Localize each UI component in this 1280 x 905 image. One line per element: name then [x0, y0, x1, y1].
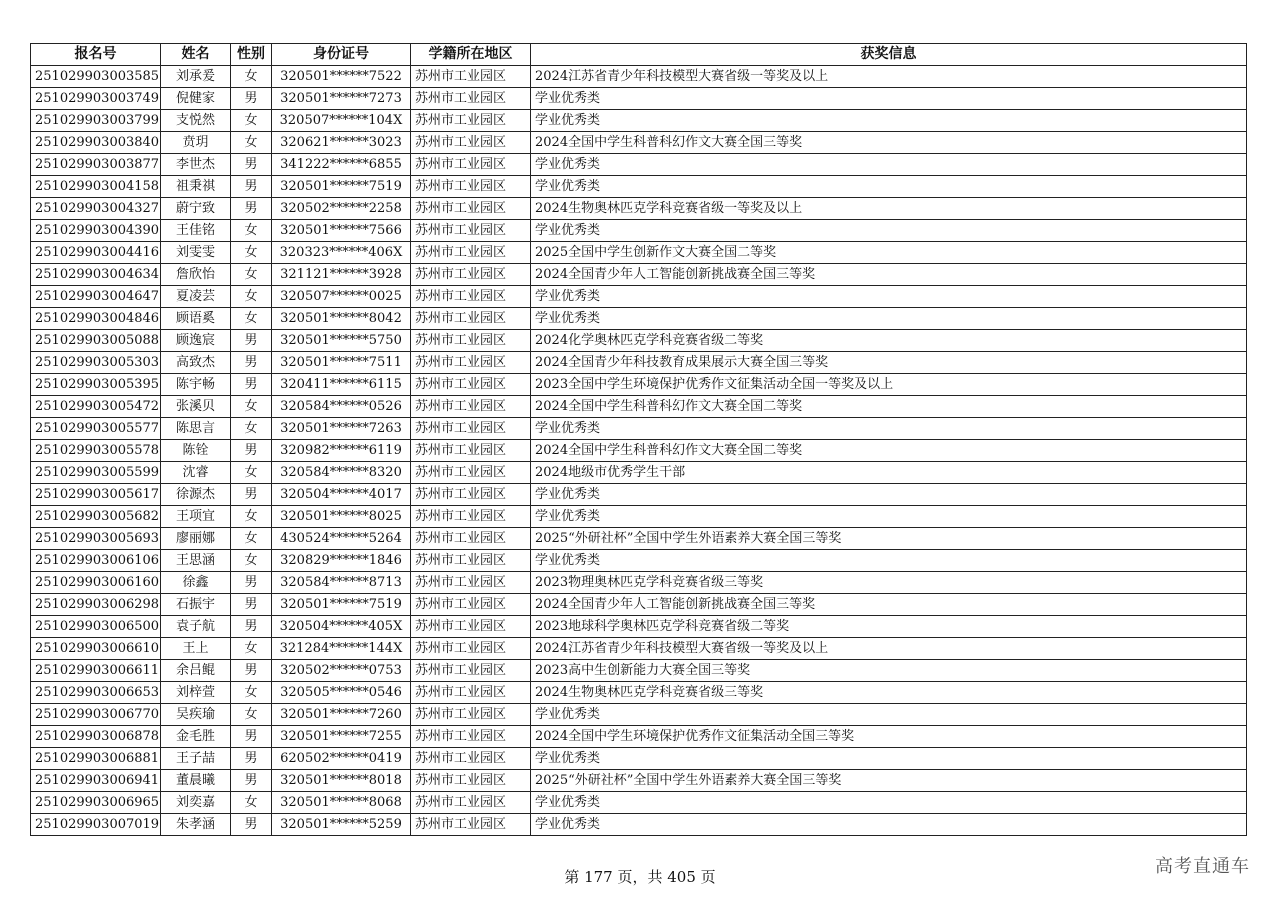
table-row: [31, 198, 1247, 220]
cell-region: 苏州市工业园区: [411, 616, 531, 638]
cell-award: 2024全国青少年科技教育成果展示大赛全国三等奖: [531, 352, 1247, 374]
cell-id: 251029903005617: [31, 484, 161, 506]
cell-name: 徐源杰: [161, 484, 231, 506]
cell-idcard: 320504******4017: [272, 484, 411, 506]
cell-region: 苏州市工业园区: [411, 462, 531, 484]
header-award: 获奖信息: [531, 44, 1247, 66]
cell-gender: 男: [231, 726, 272, 748]
cell-region: 苏州市工业园区: [411, 110, 531, 132]
cell-award: 学业优秀类: [531, 88, 1247, 110]
cell-gender: 女: [231, 396, 272, 418]
cell-idcard: 320504******405X: [272, 616, 411, 638]
cell-gender: 男: [231, 88, 272, 110]
cell-id: 251029903006941: [31, 770, 161, 792]
cell-idcard: 320501******5750: [272, 330, 411, 352]
cell-idcard: 320411******6115: [272, 374, 411, 396]
table-row: [31, 110, 1247, 132]
cell-name: 刘承爰: [161, 66, 231, 88]
cell-name: 廖丽娜: [161, 528, 231, 550]
cell-idcard: 320584******0526: [272, 396, 411, 418]
cell-gender: 男: [231, 440, 272, 462]
cell-award: 2023全国中学生环境保护优秀作文征集活动全国一等奖及以上: [531, 374, 1247, 396]
cell-region: 苏州市工业园区: [411, 418, 531, 440]
cell-region: 苏州市工业园区: [411, 220, 531, 242]
cell-region: 苏州市工业园区: [411, 286, 531, 308]
cell-name: 沈睿: [161, 462, 231, 484]
cell-gender: 男: [231, 572, 272, 594]
cell-gender: 女: [231, 462, 272, 484]
cell-gender: 男: [231, 176, 272, 198]
cell-idcard: 320621******3023: [272, 132, 411, 154]
cell-region: 苏州市工业园区: [411, 594, 531, 616]
cell-id: 251029903005088: [31, 330, 161, 352]
cell-gender: 女: [231, 264, 272, 286]
table-row: [31, 242, 1247, 264]
table-row: [31, 594, 1247, 616]
cell-idcard: 320502******0753: [272, 660, 411, 682]
table-row: [31, 462, 1247, 484]
cell-gender: 女: [231, 418, 272, 440]
cell-id: 251029903006298: [31, 594, 161, 616]
cell-id: 251029903004416: [31, 242, 161, 264]
cell-region: 苏州市工业园区: [411, 748, 531, 770]
cell-id: 251029903003799: [31, 110, 161, 132]
table-row: [31, 286, 1247, 308]
header-name: 姓名: [161, 44, 231, 66]
cell-region: 苏州市工业园区: [411, 374, 531, 396]
cell-idcard: 320323******406X: [272, 242, 411, 264]
cell-gender: 女: [231, 704, 272, 726]
cell-id: 251029903006653: [31, 682, 161, 704]
header-region: 学籍所在地区: [411, 44, 531, 66]
cell-id: 251029903006611: [31, 660, 161, 682]
cell-name: 刘梓萱: [161, 682, 231, 704]
cell-id: 251029903007019: [31, 814, 161, 836]
cell-id: 251029903005303: [31, 352, 161, 374]
cell-gender: 男: [231, 660, 272, 682]
cell-region: 苏州市工业园区: [411, 528, 531, 550]
cell-award: 2025“外研社杯”全国中学生外语素养大赛全国三等奖: [531, 528, 1247, 550]
cell-id: 251029903006770: [31, 704, 161, 726]
cell-name: 王佳铭: [161, 220, 231, 242]
cell-gender: 男: [231, 814, 272, 836]
cell-award: 2024全国青少年人工智能创新挑战赛全国三等奖: [531, 264, 1247, 286]
cell-idcard: 620502******0419: [272, 748, 411, 770]
cell-gender: 女: [231, 132, 272, 154]
cell-award: 2024全国青少年人工智能创新挑战赛全国三等奖: [531, 594, 1247, 616]
cell-region: 苏州市工业园区: [411, 88, 531, 110]
cell-name: 詹欣怡: [161, 264, 231, 286]
cell-region: 苏州市工业园区: [411, 264, 531, 286]
cell-region: 苏州市工业园区: [411, 682, 531, 704]
cell-gender: 女: [231, 638, 272, 660]
cell-gender: 男: [231, 748, 272, 770]
cell-name: 陈铨: [161, 440, 231, 462]
cell-award: 2024生物奥林匹克学科竞赛省级一等奖及以上: [531, 198, 1247, 220]
cell-name: 李世杰: [161, 154, 231, 176]
cell-gender: 女: [231, 528, 272, 550]
cell-name: 顾语奚: [161, 308, 231, 330]
cell-region: 苏州市工业园区: [411, 550, 531, 572]
cell-award: 学业优秀类: [531, 792, 1247, 814]
cell-name: 石振宇: [161, 594, 231, 616]
cell-id: 251029903004634: [31, 264, 161, 286]
cell-name: 支悦然: [161, 110, 231, 132]
roster-table: [30, 43, 1247, 836]
table-row: [31, 154, 1247, 176]
cell-id: 251029903006610: [31, 638, 161, 660]
cell-region: 苏州市工业园区: [411, 242, 531, 264]
cell-idcard: 320501******8018: [272, 770, 411, 792]
cell-region: 苏州市工业园区: [411, 396, 531, 418]
cell-award: 学业优秀类: [531, 308, 1247, 330]
table-row: [31, 616, 1247, 638]
cell-gender: 女: [231, 110, 272, 132]
table-row: [31, 638, 1247, 660]
table-body: [31, 66, 1247, 836]
table-row: [31, 66, 1247, 88]
cell-award: 学业优秀类: [531, 506, 1247, 528]
cell-gender: 男: [231, 198, 272, 220]
cell-id: 251029903004647: [31, 286, 161, 308]
cell-idcard: 320501******8068: [272, 792, 411, 814]
cell-id: 251029903006500: [31, 616, 161, 638]
cell-idcard: 320501******7511: [272, 352, 411, 374]
cell-award: 2024全国中学生科普科幻作文大赛全国二等奖: [531, 396, 1247, 418]
table-row: [31, 308, 1247, 330]
cell-award: 2025“外研社杯”全国中学生外语素养大赛全国三等奖: [531, 770, 1247, 792]
cell-award: 2025全国中学生创新作文大赛全国二等奖: [531, 242, 1247, 264]
cell-region: 苏州市工业园区: [411, 352, 531, 374]
cell-idcard: 320982******6119: [272, 440, 411, 462]
cell-award: 2024生物奥林匹克学科竞赛省级三等奖: [531, 682, 1247, 704]
cell-id: 251029903005578: [31, 440, 161, 462]
cell-award: 学业优秀类: [531, 484, 1247, 506]
cell-idcard: 320505******0546: [272, 682, 411, 704]
cell-award: 2023高中生创新能力大赛全国三等奖: [531, 660, 1247, 682]
cell-award: 学业优秀类: [531, 110, 1247, 132]
cell-idcard: 320507******104X: [272, 110, 411, 132]
cell-gender: 女: [231, 242, 272, 264]
table-header-row: [31, 44, 1247, 66]
table-row: [31, 132, 1247, 154]
cell-gender: 男: [231, 484, 272, 506]
cell-region: 苏州市工业园区: [411, 726, 531, 748]
cell-id: 251029903004390: [31, 220, 161, 242]
cell-region: 苏州市工业园区: [411, 660, 531, 682]
table-row: [31, 264, 1247, 286]
cell-idcard: 320584******8320: [272, 462, 411, 484]
cell-region: 苏州市工业园区: [411, 330, 531, 352]
cell-gender: 男: [231, 594, 272, 616]
cell-idcard: 320501******5259: [272, 814, 411, 836]
table-row: [31, 792, 1247, 814]
cell-idcard: 320829******1846: [272, 550, 411, 572]
cell-name: 蔚宁致: [161, 198, 231, 220]
cell-award: 2024全国中学生科普科幻作文大赛全国二等奖: [531, 440, 1247, 462]
watermark: 高考直通车: [1155, 856, 1250, 877]
table-row: [31, 770, 1247, 792]
cell-idcard: 320501******7522: [272, 66, 411, 88]
cell-idcard: 320502******2258: [272, 198, 411, 220]
cell-idcard: 341222******6855: [272, 154, 411, 176]
cell-idcard: 320501******7263: [272, 418, 411, 440]
cell-id: 251029903003585: [31, 66, 161, 88]
cell-award: 学业优秀类: [531, 814, 1247, 836]
cell-id: 251029903003840: [31, 132, 161, 154]
cell-id: 251029903006878: [31, 726, 161, 748]
table-row: [31, 396, 1247, 418]
cell-award: 学业优秀类: [531, 176, 1247, 198]
cell-name: 袁子航: [161, 616, 231, 638]
cell-award: 学业优秀类: [531, 704, 1247, 726]
cell-idcard: 320501******7255: [272, 726, 411, 748]
cell-gender: 男: [231, 374, 272, 396]
cell-name: 王子喆: [161, 748, 231, 770]
cell-region: 苏州市工业园区: [411, 792, 531, 814]
cell-id: 251029903005577: [31, 418, 161, 440]
cell-region: 苏州市工业园区: [411, 814, 531, 836]
cell-name: 王项宜: [161, 506, 231, 528]
cell-award: 学业优秀类: [531, 286, 1247, 308]
cell-name: 陈思言: [161, 418, 231, 440]
cell-award: 学业优秀类: [531, 154, 1247, 176]
cell-region: 苏州市工业园区: [411, 506, 531, 528]
cell-gender: 女: [231, 792, 272, 814]
cell-id: 251029903005682: [31, 506, 161, 528]
cell-id: 251029903006160: [31, 572, 161, 594]
cell-award: 2024化学奥林匹克学科竞赛省级二等奖: [531, 330, 1247, 352]
table-row: [31, 682, 1247, 704]
cell-id: 251029903003877: [31, 154, 161, 176]
table-row: [31, 330, 1247, 352]
cell-idcard: 320501******7566: [272, 220, 411, 242]
table-row: [31, 506, 1247, 528]
cell-name: 顾逸宸: [161, 330, 231, 352]
cell-gender: 男: [231, 330, 272, 352]
cell-gender: 女: [231, 66, 272, 88]
cell-award: 学业优秀类: [531, 220, 1247, 242]
cell-name: 夏凌芸: [161, 286, 231, 308]
cell-gender: 女: [231, 286, 272, 308]
cell-idcard: 320507******0025: [272, 286, 411, 308]
table-row: [31, 572, 1247, 594]
cell-region: 苏州市工业园区: [411, 440, 531, 462]
table-row: [31, 352, 1247, 374]
table-row: [31, 418, 1247, 440]
cell-id: 251029903004327: [31, 198, 161, 220]
cell-idcard: 320501******7519: [272, 176, 411, 198]
cell-region: 苏州市工业园区: [411, 308, 531, 330]
cell-award: 2024地级市优秀学生干部: [531, 462, 1247, 484]
cell-region: 苏州市工业园区: [411, 66, 531, 88]
cell-name: 张溪贝: [161, 396, 231, 418]
cell-id: 251029903005693: [31, 528, 161, 550]
cell-region: 苏州市工业园区: [411, 198, 531, 220]
cell-region: 苏州市工业园区: [411, 132, 531, 154]
cell-name: 祖秉祺: [161, 176, 231, 198]
cell-region: 苏州市工业园区: [411, 572, 531, 594]
cell-region: 苏州市工业园区: [411, 484, 531, 506]
cell-award: 学业优秀类: [531, 550, 1247, 572]
cell-name: 金毛胜: [161, 726, 231, 748]
cell-id: 251029903003749: [31, 88, 161, 110]
cell-id: 251029903004846: [31, 308, 161, 330]
cell-name: 刘雯雯: [161, 242, 231, 264]
table-row: [31, 176, 1247, 198]
cell-region: 苏州市工业园区: [411, 154, 531, 176]
header-idcard: 身份证号: [272, 44, 411, 66]
table-row: [31, 374, 1247, 396]
cell-award: 2024江苏省青少年科技模型大赛省级一等奖及以上: [531, 66, 1247, 88]
cell-name: 刘奕嘉: [161, 792, 231, 814]
cell-idcard: 321121******3928: [272, 264, 411, 286]
cell-gender: 男: [231, 616, 272, 638]
table-row: [31, 528, 1247, 550]
cell-id: 251029903005599: [31, 462, 161, 484]
table-row: [31, 484, 1247, 506]
cell-name: 王思涵: [161, 550, 231, 572]
page-footer: 第 177 页，共 405 页: [564, 868, 716, 886]
cell-award: 2024全国中学生科普科幻作文大赛全国三等奖: [531, 132, 1247, 154]
cell-region: 苏州市工业园区: [411, 638, 531, 660]
cell-idcard: 430524******5264: [272, 528, 411, 550]
cell-id: 251029903004158: [31, 176, 161, 198]
table-row: [31, 550, 1247, 572]
cell-award: 学业优秀类: [531, 418, 1247, 440]
cell-gender: 女: [231, 220, 272, 242]
table-row: [31, 748, 1247, 770]
header-id: 报名号: [31, 44, 161, 66]
cell-idcard: 320501******7260: [272, 704, 411, 726]
cell-idcard: 320501******7273: [272, 88, 411, 110]
cell-name: 吴疾瑜: [161, 704, 231, 726]
cell-gender: 女: [231, 682, 272, 704]
cell-id: 251029903005395: [31, 374, 161, 396]
cell-name: 贲玥: [161, 132, 231, 154]
cell-name: 陈宇畅: [161, 374, 231, 396]
cell-region: 苏州市工业园区: [411, 770, 531, 792]
cell-name: 徐鑫: [161, 572, 231, 594]
cell-award: 2024江苏省青少年科技模型大赛省级一等奖及以上: [531, 638, 1247, 660]
cell-name: 倪健家: [161, 88, 231, 110]
cell-id: 251029903005472: [31, 396, 161, 418]
cell-idcard: 320501******8042: [272, 308, 411, 330]
cell-gender: 女: [231, 550, 272, 572]
cell-idcard: 320501******7519: [272, 594, 411, 616]
cell-idcard: 320584******8713: [272, 572, 411, 594]
cell-id: 251029903006106: [31, 550, 161, 572]
cell-name: 高致杰: [161, 352, 231, 374]
cell-region: 苏州市工业园区: [411, 704, 531, 726]
cell-idcard: 320501******8025: [272, 506, 411, 528]
table-row: [31, 220, 1247, 242]
cell-award: 学业优秀类: [531, 748, 1247, 770]
cell-name: 余吕鲲: [161, 660, 231, 682]
cell-name: 董晨曦: [161, 770, 231, 792]
cell-idcard: 321284******144X: [272, 638, 411, 660]
table-row: [31, 440, 1247, 462]
cell-name: 王上: [161, 638, 231, 660]
cell-gender: 女: [231, 308, 272, 330]
cell-id: 251029903006881: [31, 748, 161, 770]
cell-award: 2024全国中学生环境保护优秀作文征集活动全国三等奖: [531, 726, 1247, 748]
cell-name: 朱孝涵: [161, 814, 231, 836]
cell-gender: 女: [231, 506, 272, 528]
table-row: [31, 88, 1247, 110]
cell-gender: 男: [231, 770, 272, 792]
cell-gender: 男: [231, 154, 272, 176]
table-row: [31, 726, 1247, 748]
cell-award: 2023地球科学奥林匹克学科竞赛省级二等奖: [531, 616, 1247, 638]
table-row: [31, 814, 1247, 836]
table-row: [31, 660, 1247, 682]
cell-id: 251029903006965: [31, 792, 161, 814]
table-row: [31, 704, 1247, 726]
header-gender: 性别: [231, 44, 272, 66]
cell-region: 苏州市工业园区: [411, 176, 531, 198]
cell-gender: 男: [231, 352, 272, 374]
cell-award: 2023物理奥林匹克学科竞赛省级三等奖: [531, 572, 1247, 594]
